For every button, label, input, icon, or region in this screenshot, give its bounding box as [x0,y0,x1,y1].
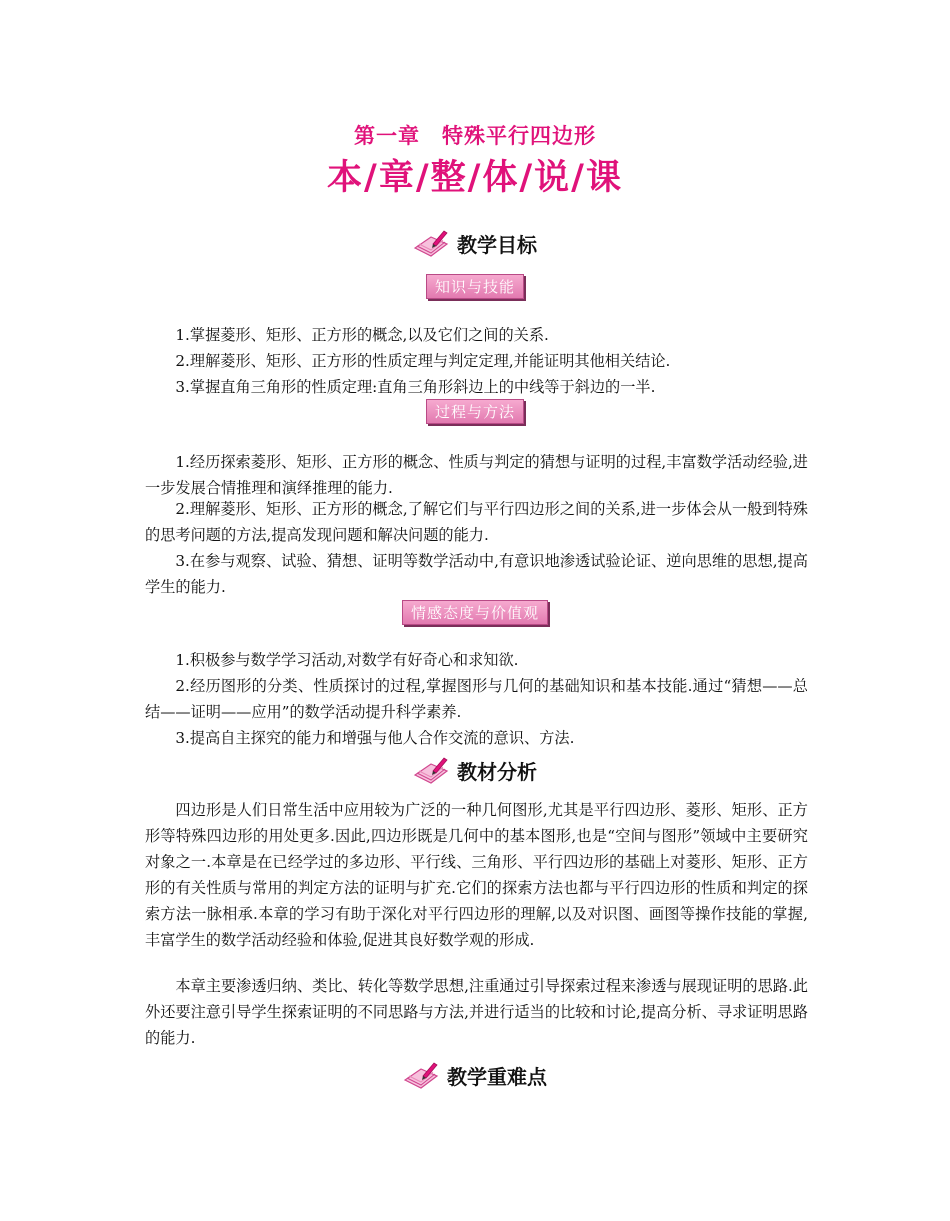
section-heading-analysis [0,755,950,789]
list-item: 3.在参与观察、试验、猜想、证明等数学活动中,有意识地渗透试验论证、逆向思维的思想,提高学生的能力. [145,552,808,596]
paragraph: 本章主要渗透归纳、类比、转化等数学思想,注重通过引导探索过程来渗透与展现证明的思路.此外还要注意引导学生探索证明的不同思路与方法,并进行适当的比较和讨论,提高分析、寻求证明思路的能力. [145,977,808,1047]
list-item: 1.掌握菱形、矩形、正方形的概念,以及它们之间的关系. [175,326,549,344]
section-title: 教学重难点 [447,1064,547,1089]
subsection-tag-attitude [0,600,950,625]
notebook-pen-icon [413,228,449,258]
chapter-heading [0,120,950,150]
list-item: 2.理解菱形、矩形、正方形的概念,了解它们与平行四边形之间的关系,进一步体会从一般到特殊的思考问题的方法,提高发现问题和解决问题的能力. [145,500,808,544]
tag-label: 情感态度与价值观 [402,600,548,625]
page-title: 本/章/整/体/说/课 [327,158,623,198]
notebook-pen-icon [403,1060,439,1090]
tag-label: 知识与技能 [426,274,524,299]
section-heading-key-points [0,1060,950,1094]
section-title: 教材分析 [457,759,537,784]
paragraph: 四边形是人们日常生活中应用较为广泛的一种几何图形,尤其是平行四边形、菱形、矩形、正方形等特殊四边形的用处更多.因此,四边形既是几何中的基本图形,也是“空间与图形”领域中主要研究对象之一.本章是在已经学过的多边形、平行线、三角形、平行四边形的基础上对菱形、矩形、正方形的有关性质与常用的判定方法的证明与扩充.它们的探索方法也都与平行四边形的性质和判定的探索方法一脉相承.本章的学习有助于深化对平行四边形的理解,以及对识图、画图等操作技能的掌握,丰富学生的数学活动经验和体验,促进其良好数学观的形成. [145,801,808,949]
subsection-tag-knowledge [0,274,950,299]
tag-label: 过程与方法 [426,399,524,424]
section-heading-goals [0,228,950,262]
list-item: 1.积极参与数学学习活动,对数学有好奇心和求知欲. [175,651,519,669]
list-item: 2.经历图形的分类、性质探讨的过程,掌握图形与几何的基础知识和基本技能.通过“猜想——总结——证明——应用”的数学活动提升科学素养. [145,677,808,721]
list-item: 3.掌握直角三角形的性质定理:直角三角形斜边上的中线等于斜边的一半. [175,378,656,396]
chapter-name: 特殊平行四边形 [442,124,596,148]
list-item: 2.理解菱形、矩形、正方形的性质定理与判定定理,并能证明其他相关结论. [175,352,671,370]
list-item: 1.经历探索菱形、矩形、正方形的概念、性质与判定的猜想与证明的过程,丰富数学活动经验,进一步发展合情推理和演绎推理的能力. [145,453,808,497]
subsection-tag-process [0,399,950,424]
list-item: 3.提高自主探究的能力和增强与他人合作交流的意识、方法. [175,729,575,747]
section-title: 教学目标 [457,232,537,257]
notebook-pen-icon [413,755,449,785]
chapter-number: 第一章 [354,124,420,148]
